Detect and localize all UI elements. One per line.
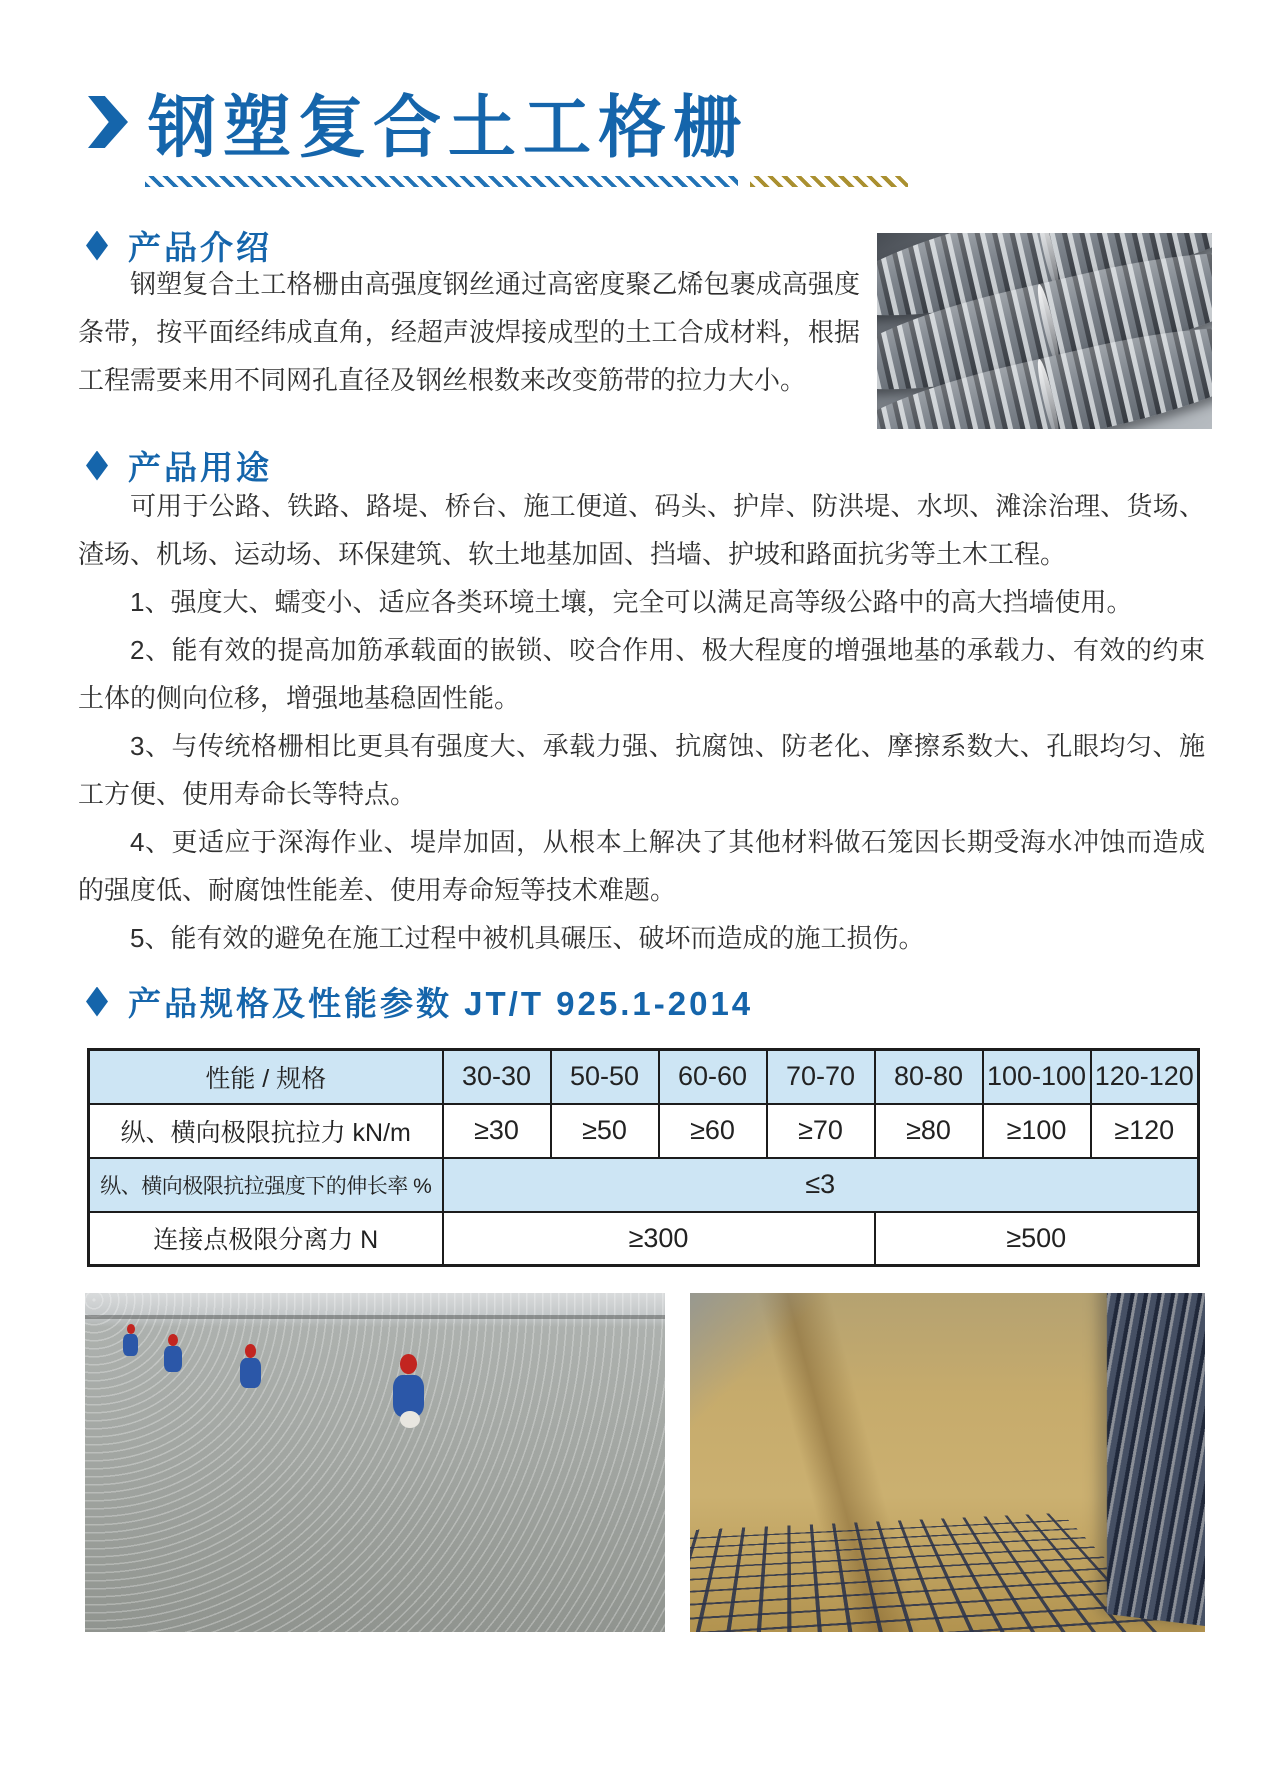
- value-cell: ≥50: [551, 1104, 659, 1158]
- table-row-tensile: [89, 1104, 1199, 1158]
- worker-figure: [387, 1354, 431, 1420]
- diamond-icon: [86, 451, 108, 481]
- value-cell: ≥70: [767, 1104, 875, 1158]
- spec-table: [87, 1048, 1200, 1267]
- spec-column-header: 50-50: [551, 1050, 659, 1104]
- usage-item: 3、与传统格栅相比更具有强度大、承载力强、抗腐蚀、防老化、摩擦系数大、孔眼均匀、施工方便、使用寿命长等特点。: [78, 731, 1205, 809]
- product-rolls-photo: [877, 233, 1212, 429]
- spec-column-header: 30-30: [443, 1050, 551, 1104]
- value-cell: ≤3: [443, 1158, 1199, 1212]
- value-cell: ≥120: [1091, 1104, 1199, 1158]
- intro-paragraph-text: 钢塑复合土工格栅由高强度钢丝通过高密度聚乙烯包裹成高强度条带，按平面经纬成直角，经超声波焊接成型的土工合成材料，根据工程需要来用不同网孔直径及钢丝根数来改变筋带的拉力大小。: [78, 269, 860, 395]
- horizon-line: [85, 1315, 665, 1319]
- value-cell: ≥60: [659, 1104, 767, 1158]
- worker-figure: [236, 1344, 266, 1390]
- intro-paragraph: [78, 260, 860, 404]
- spec-column-header: 60-60: [659, 1050, 767, 1104]
- row-label: 纵、横向极限抗拉强度下的伸长率 %: [89, 1158, 443, 1212]
- table-header-row: [89, 1050, 1199, 1104]
- geogrid-on-soil-photo: [690, 1293, 1205, 1632]
- usage-item: 5、能有效的避免在施工过程中被机具碾压、破坏而造成的施工损伤。: [130, 923, 925, 953]
- worker-figure: [120, 1324, 142, 1358]
- spec-column-header: 80-80: [875, 1050, 983, 1104]
- row-label: 纵、横向极限抗拉力 kN/m: [89, 1104, 443, 1158]
- construction-site-photo: [85, 1293, 665, 1632]
- value-cell: ≥80: [875, 1104, 983, 1158]
- spec-column-header: 100-100: [983, 1050, 1091, 1104]
- intro-heading-label: 产品介绍: [128, 229, 272, 266]
- decor-hatch-gold: [750, 176, 908, 187]
- table-row-elongation: [89, 1158, 1199, 1212]
- worker-figure: [160, 1334, 186, 1374]
- usage-paragraphs: [78, 482, 1205, 962]
- table-corner-header: 性能 / 规格: [89, 1050, 443, 1104]
- spec-column-header: 120-120: [1091, 1050, 1199, 1104]
- row-label: 连接点极限分离力 N: [89, 1212, 443, 1266]
- usage-item: 1、强度大、蠕变小、适应各类环境土壤，完全可以满足高等级公路中的高大挡墙使用。: [130, 587, 1133, 617]
- section-heading-specs: [86, 978, 753, 1025]
- value-cell: ≥30: [443, 1104, 551, 1158]
- page-title: 钢塑复合土工格栅: [148, 90, 749, 166]
- usage-item: 4、更适应于深海作业、堤岸加固，从根本上解决了其他材料做石笼因长期受海水冲蚀而造成的强度低、耐腐蚀性能差、使用寿命短等技术难题。: [78, 827, 1205, 905]
- value-cell: ≥500: [875, 1212, 1199, 1266]
- specs-heading-label: 产品规格及性能参数 JT/T 925.1-2014: [128, 985, 754, 1022]
- diamond-icon: [86, 987, 108, 1017]
- diamond-icon: [86, 231, 108, 261]
- table-row-junction: [89, 1212, 1199, 1266]
- usage-item: 2、能有效的提高加筋承载面的嵌锁、咬合作用、极大程度的增强地基的承载力、有效的约束土体的侧向位移，增强地基稳固性能。: [78, 635, 1205, 713]
- spec-column-header: 70-70: [767, 1050, 875, 1104]
- usage-heading-label: 产品用途: [128, 449, 272, 486]
- geogrid-roll-pile-graphic: [1107, 1293, 1205, 1626]
- value-cell: ≥300: [443, 1212, 875, 1266]
- chevron-right-icon: [88, 96, 128, 148]
- value-cell: ≥100: [983, 1104, 1091, 1158]
- usage-lead-text: 可用于公路、铁路、路堤、桥台、施工便道、码头、护岸、防洪堤、水坝、滩涂治理、货场、渣场、机场、运动场、环保建筑、软土地基加固、挡墙、护坡和路面抗劣等土木工程。: [78, 491, 1205, 569]
- decor-hatch-blue: [145, 176, 738, 187]
